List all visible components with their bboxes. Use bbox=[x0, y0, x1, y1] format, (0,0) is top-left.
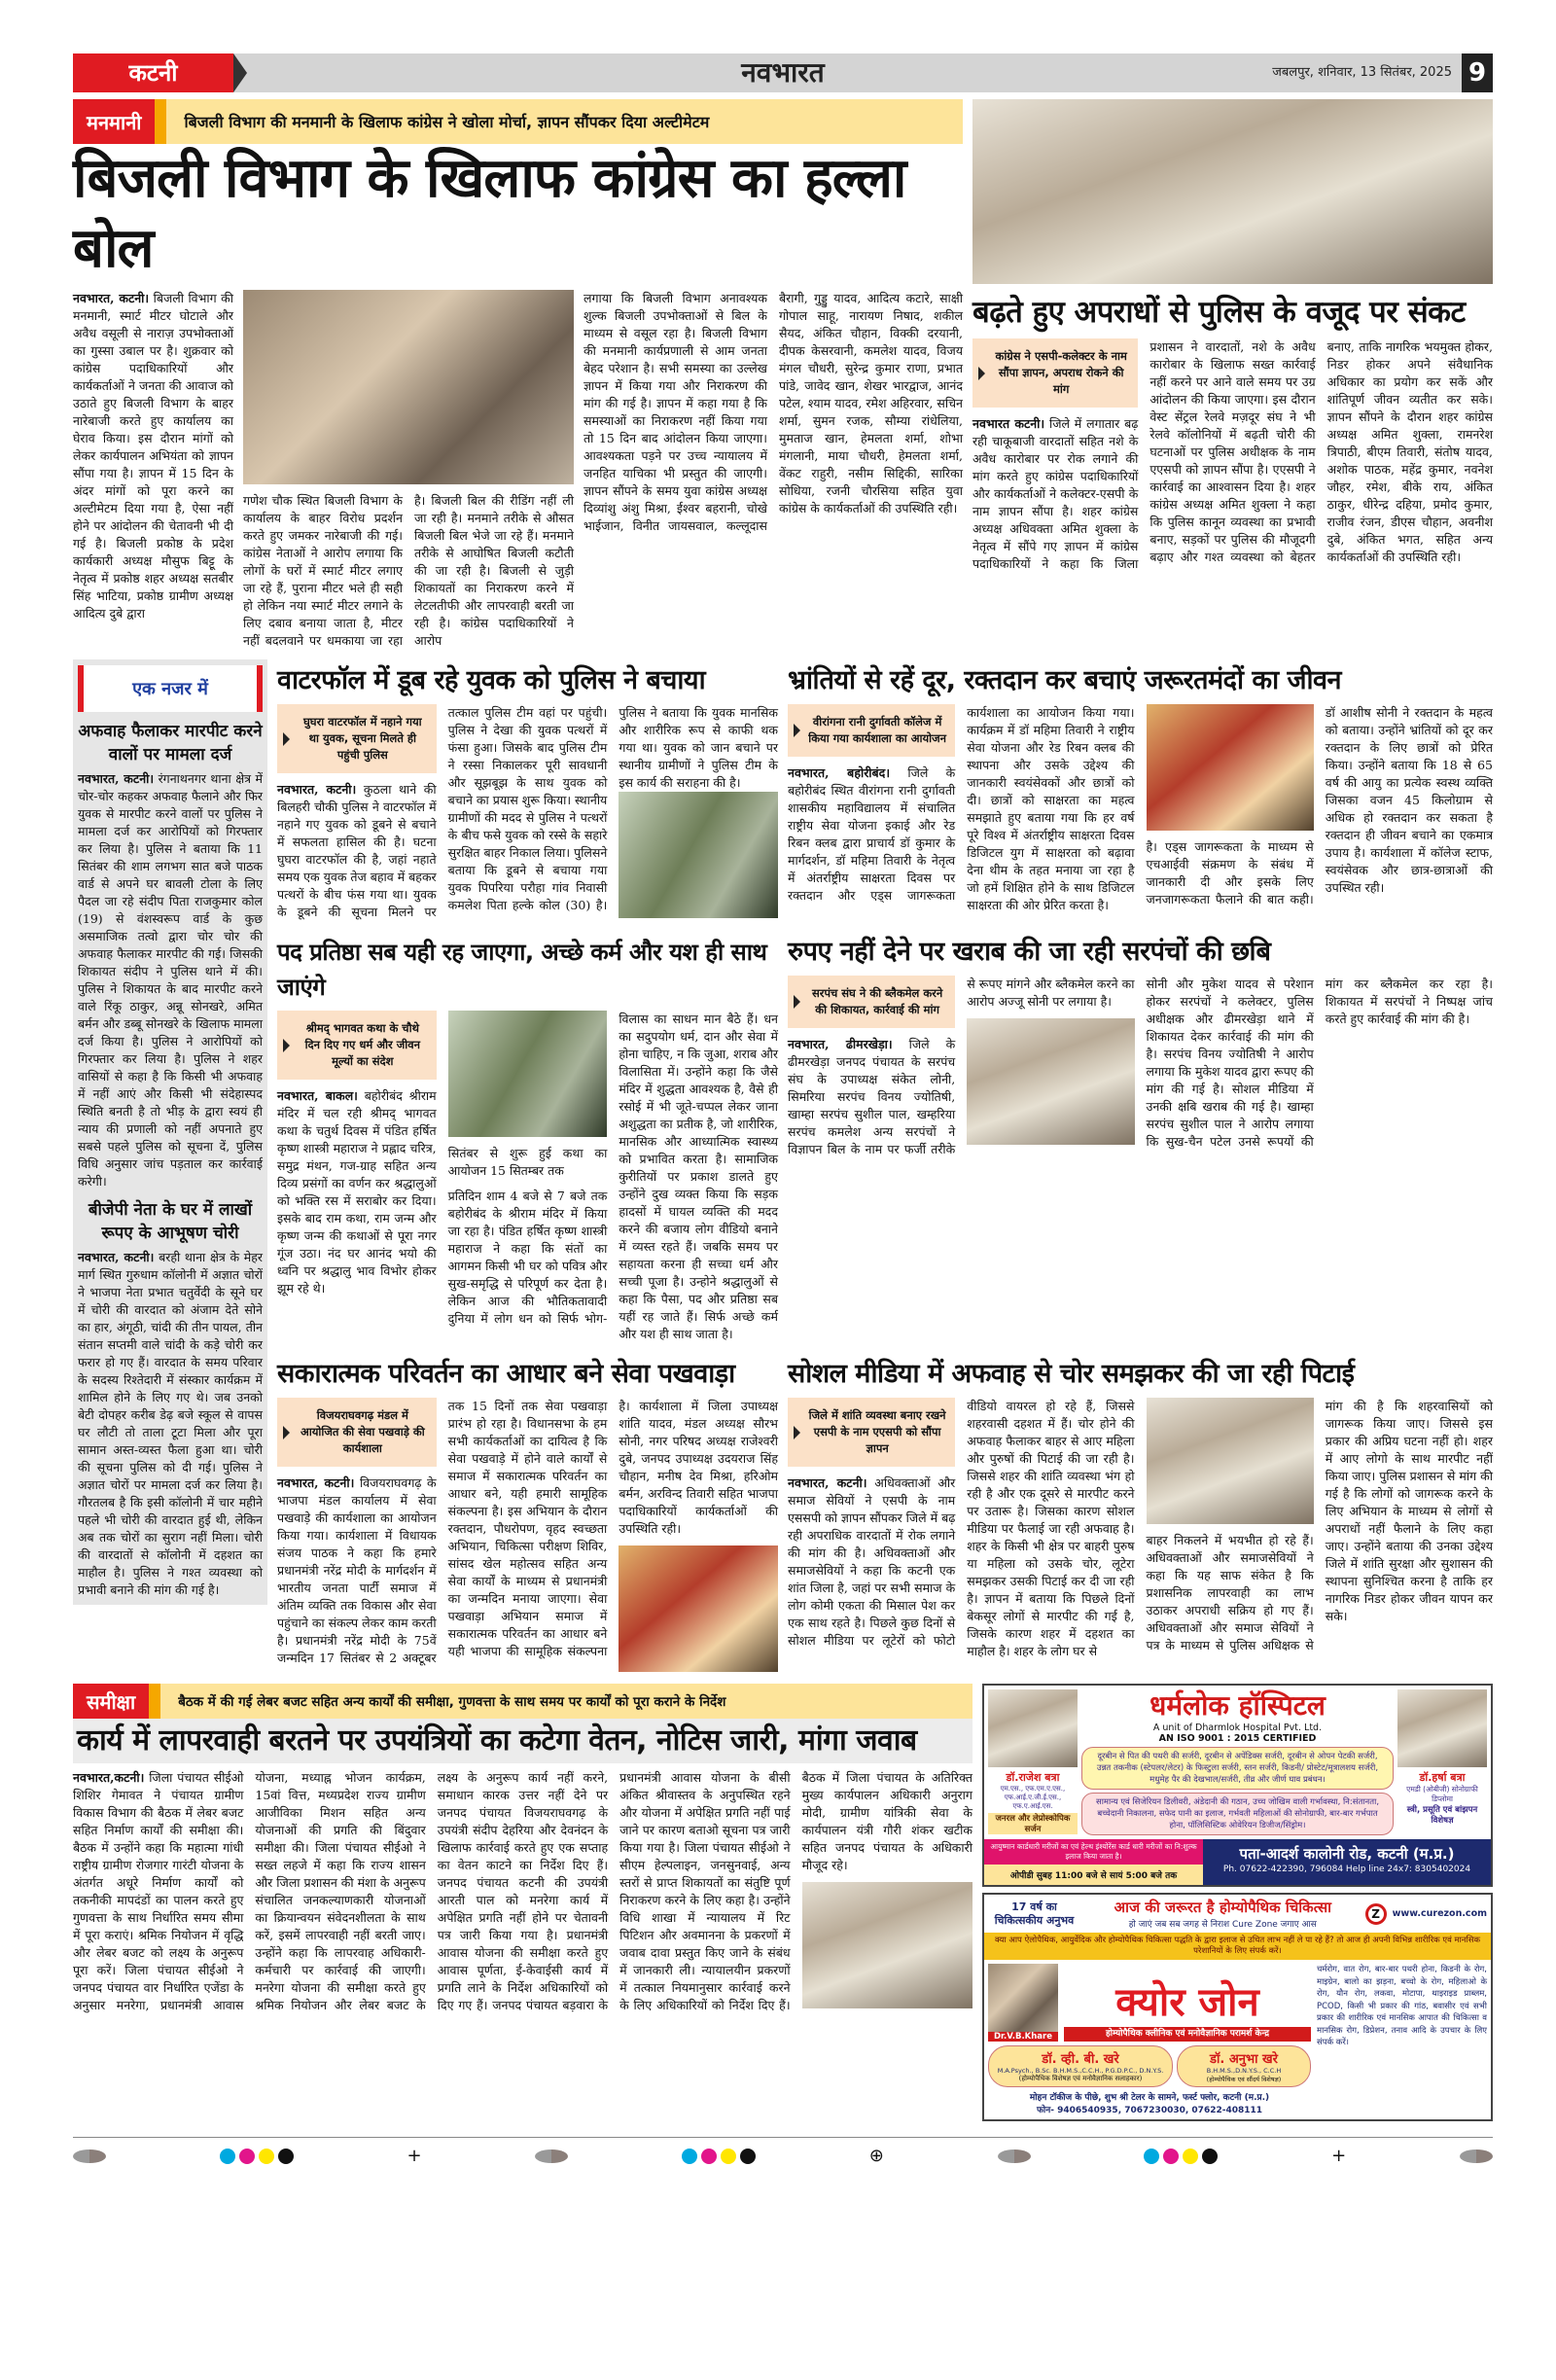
hospital-address: पता-आदर्श कालोनी रोड, कटनी (म.प्र.) bbox=[1239, 1845, 1455, 1863]
article-paragraph: जिले में लगातार बढ़ रही चाकूबाजी वारदातों सहित नशे के अवैध कारोबार पर रोक लगाने की मांग करते हुए कांग्रेस पदाधिकारियों और कार्यकर्ताओं ने कलेक्टर-एसपी के नाम ज्ञापन सौंपा है। शहर कांग्रेस अध्यक्ष अधिवक्ता अमित शुक्ला के नेतृत्व में सौंपे गए ज्ञापन में कांग्रेस पदाधिकारियों ने कहा कि जिला प्रशासन ने वारदातों, नशे के अवैध कारोबार के खिलाफ सख्त कार्रवाई नहीं करने पर आने वाले समय पर उग्र आंदोलन की किया जाएगा। इस दौरान वेस्ट सेंट्रल रेलवे मज़दूर संघ ने भी रेलवे कॉलोनियों में बढ़ती चोरी की घटनाओं पर पुलिस अधीक्षक के नाम एएसपी को ज्ञापन सौंपा है। एएसपी ने कार्रवाई का आश्वासन दिया है। शहर कांग्रेस अध्यक्ष अमित शुक्ला ने कहा कि पुलिस कानून व्यवस्था का प्रभावी बनाए, सड़कों पर पुलिस की मौजूदगी बढ़ाए और गश्त व्यवस्था को बेहतर बनाए, ताकि नागरिक भयमुक्त होकर, निडर होकर अपने संवैधानिक अधिकार का प्रयोग कर सकें और शांतिपूर्ण जीवन व्यतीत कर सके। ज्ञापन सौंपने के दौरान शहर कांग्रेस अध्यक्ष अमित शुक्ला, रामनरेश त्रिपाठी, बीएम तिवारी, संतोष यादव, अशोक पाठक, महेंद्र कुमार, नवनेश जौहर, रमेश, बीके राय, अंकित ठाकुर, धीरेन्द्र दहिया, प्रमोद कुमार, राजीव रंजन, डीएस चौहान, अवनीश दुबे, अंकित भगत, सहित अन्य कार्यकर्ताओं की उपस्थिति रही। bbox=[972, 339, 1493, 571]
tagline-block bbox=[1086, 1898, 1360, 1930]
ad-top bbox=[984, 1895, 1491, 1933]
story-row bbox=[277, 659, 1493, 921]
headline: पद प्रतिष्ठा सब यही रह जाएगा, अच्छे कर्म और यश ही साथ जाएंगे bbox=[277, 939, 767, 1001]
sidebar-briefs bbox=[73, 659, 267, 1605]
dateline: नवभारत, बहोरीबंद। bbox=[788, 765, 891, 780]
lead-headline: बिजली विभाग के खिलाफ कांग्रेस का हल्ला बोल bbox=[73, 147, 906, 280]
news-photo bbox=[1147, 1398, 1314, 1524]
kicker-text: बिजली विभाग की मनमानी के खिलाफ कांग्रेस ने खोला मोर्चा, ज्ञापन सौंपकर दिया अल्टीमेटम bbox=[184, 113, 710, 131]
newspaper-page bbox=[73, 53, 1493, 2166]
clinic-title bbox=[1064, 1978, 1311, 2042]
article-paragraph: अधिवक्ताओं और समाज सेवियों ने एसपी के नाम एससपी को ज्ञापन सौंपकर जिले में बढ़ रही अपराधिक वारदातों में रोक लगाने की मांग की है। अधिवक्ताओं और समाजसेवियों ने कहा कि कटनी एक शांत जिला है, जहां पर सभी समाज के लोग कोमी एकता की मिसाल पेश कर एक साथ रहते है। पिछले कुछ दिनों से सोशल मीडिया पर लूटेरों को फोटो वीडियो वायरल हो रहे हैं, जिससे शहरवासी दहशत में हैं। चोर होने की अफवाह फैलाकर बाहर से आए महिला और पुरुषों की पिटाई की जा रही है। जिससे शहर की शांति व्यवस्था भंग हो रही है और एक दूसरे से मारपीट करने पर उतारू है। जिसका कारण सोशल मीडिया पर फैलाई जा रही अफवाह है। शहर के किसी भी क्षेत्र पर बाहरी पुरुष या महिला को उसके चोर, लूटेरा समझकर उसकी पिटाई कर दी जा रही है। ज्ञापन में बताया कि पिछले दिनों बेकसूर लोगों से मारपीट की गई है, जिसके कारण शहर में दहशत का माहौल है। शहर के लोग घर से bbox=[788, 1399, 1135, 1658]
hospital-advertisement bbox=[982, 1684, 1493, 1887]
registration-marks bbox=[73, 2137, 1493, 2166]
dateline: नवभारत, कटनी। bbox=[277, 782, 357, 797]
registration-oval bbox=[535, 2149, 568, 2163]
news-photo bbox=[619, 792, 778, 918]
doctor-degrees: B.H.M.S.,D.N.Y.S., C.C.H bbox=[1206, 2067, 1282, 2075]
doctor-degrees: एम.एस., एफ.एम.ए.एस., एफ.आई.ए.जी.ई.एस., एफ.ए.आई.एस. bbox=[1000, 1785, 1066, 1810]
story-row bbox=[277, 1353, 1493, 1672]
kicker-bar bbox=[73, 1684, 972, 1719]
ayushman-note: आयुष्मान कार्डधारी मरीजों का एवं हेल्थ इंश्योरेंस कार्ड धारी मरीजों का नि:शुल्क इलाज किया जाता है। bbox=[984, 1839, 1203, 1865]
kicker-box: सरपंच संघ ने की ब्लैकमेल करने की शिकायत, कार्रवाई की मांग bbox=[788, 976, 955, 1028]
curezone-logo-icon: Z bbox=[1365, 1903, 1387, 1925]
doctor-degrees: एमडी (ओबीजी) सोनोग्राफी डिप्लोमा bbox=[1406, 1785, 1478, 1803]
article-body: लगाया कि बिजली विभाग अनावश्यक शुल्क बिजली उपभोक्ताओं से बिल के माध्यम से वसूल रहा है। बिजली विभाग की मनमानी कार्यप्रणाली से आम जनता बेहद परेशान है। सभी समस्या का उल्लेख ज्ञापन में किया गया और निराकरण की मांग की गई है। ज्ञापन में कहा गया है कि समस्याओं का निराकरण नहीं किया गया तो 15 दिन बाद आंदोलन किया जाएगा। आवश्यकता पड़ने पर उच्च न्यायालय में जनहित याचिका भी प्रस्तुत की जाएगी। ज्ञापन सौंपने के समय युवा कांग्रेस अध्यक्ष दिव्यांशु अंशु मिश्रा, ईश्वर बहरानी, चोखे भाईजान, विनीत जायसवाल, कल्लूदास बैरागी, गुड्डु यादव, आदित्य कटारे, साक्षी गोपाल साहू, नारायण निषाद, शकील सैयद, अंकित चौहान, विक्की दरयानी, दीपक केसरवानी, कमलेश यादव, विजय मंगल चौधरी, सुरेन्द्र कुमार राणा, प्रभात पांडे, जावेद खान, शेखर भारद्वाज, आनंद पटेल, श्याम यादव, रमेश अहिरवार, सचिन शर्मा, सुमन रजक, सौम्या रांधेलिया, मुमताज खान, हेमलता शर्मा, शोभा मंगलानी, माया चौधरी, हेमलता शर्मा, वेंकट राहुरी, नसीम सिद्दिकी, सारिका सोधिया, रजनी चौरसिया सहित युवा कांग्रेस के कार्यकर्ताओं की उपस्थिति रही। bbox=[584, 291, 963, 533]
article-body bbox=[788, 1398, 1493, 1660]
clinic-header bbox=[988, 1964, 1311, 2042]
kicker-box: वीरांगना रानी दुर्गावती कॉलेज में किया गया कार्यशाला का आयोजन bbox=[788, 704, 955, 757]
cmyk-dots bbox=[682, 2149, 756, 2164]
article-text: बिजली विभाग की मनमानी, स्मार्ट मीटर घोटाले और अवैध वसूली से नाराज़ उपभोक्ताओं का गुस्सा उबाल पर है। शुक्रवार को कांग्रेस पदाधिकारियों और कार्यकर्ताओं ने जनता की आवाज को उठाते हुए बिजली विभाग के बाहर नारेबाजी करते हुए कार्यालय का घेराव किया। इस दौरान मांगों को लेकर कार्यपालन अभियंता को ज्ञापन सौंपा गया है। ज्ञापन में 15 दिन के अंदर मांगों को पूरा करने का अल्टीमेटम दिया गया है, ऐसा नहीं होने पर आंदोलन की चेतावनी भी दी गई है। बिजली प्रकोष्ठ के प्रदेश कार्यकारी अध्यक्ष मौसुफ बिट्टू के नेतृत्व में प्रकोष्ठ शहर अध्यक्ष सतबीर सिंह भाटिया, प्रकोष्ठ ग्रामीण अध्यक्ष आदित्य दुबे द्वारा bbox=[73, 291, 233, 621]
photo-caption: सितंबर से शुरू हुई कथा का आयोजन 15 सितम्बर तक bbox=[447, 1146, 608, 1178]
article-body bbox=[277, 1011, 778, 1343]
doctor-card bbox=[988, 2045, 1173, 2087]
brief-text: रंगनाथनगर थाना क्षेत्र में चोर-चोर कहकर अफवाह फैलाने और फिर युवक से मारपीट करने वालों पर पुलिस ने मामला दर्ज कर आरोपियों को गिरफ्तार कर लिया है। पुलिस ने बताया कि 11 सितंबर की शाम लगभग सात बजे पाठक वार्ड से अपने घर बावली टोला के लिए पैदल जा रहे संदीप पिता राजकुमार कोल (19) से वंशस्वरूप वार्ड के कुछ असमाजिक तत्वो द्वारा चोर चोर की अफवाह फैलाकर मारपीट की गई। जिसकी शिकायत संदीप ने पुलिस थाने में की। पुलिस ने शिकायत के बाद मारपीट करने वाले रिंकू ठाकुर, अन्नू सोनखरे, अमित बर्मन और डब्बू सोनखरे के खिलाफ मामला दर्ज किया है। पुलिस ने आरोपियों को गिरफ्तार कर लिया है। पुलिस ने शहर वासियों से कहा है कि किसी भी अफवाह में नहीं आएं और किसी भी संदेहास्पद स्थिति बनती है तो भीड़ के द्वारा स्वयं ही न्याय की प्रणाली को नहीं अपनाते हुए सबसे पहले पुलिस को सूचना दें, पुलिस विधि अनुसार जांच पड़ताल कर कार्रवाई करेगी। bbox=[78, 771, 263, 1189]
dateline: जबलपुर, शनिवार, 13 सितंबर, 2025 bbox=[1272, 65, 1452, 80]
dateline: नवभारत कटनी। bbox=[972, 416, 1045, 431]
dateline: नवभारत, कटनी। bbox=[78, 1250, 155, 1264]
cure-zone-advertisement bbox=[982, 1893, 1493, 2121]
iso-badge: AN ISO 9001 : 2015 CERTIFIED bbox=[1158, 1733, 1317, 1744]
clinic-phone: फोन- 9406540935, 7067230030, 07622-408111 bbox=[1036, 2106, 1263, 2115]
article-paragraph: कुठला थाने की बिलहरी चौकी पुलिस ने वाटरफॉल में नहाने गए युवक को डूबने से बचाने में सफलता हासिल की है। घटना घुघरा वाटरफॉल की है, जहां नहाते समय एक युवक तेज बहाव में बहकर पत्थरों के बीच फंस गया था। युवक के डूबने की सूचना मिलने पर तत्काल पुलिस टीम वहां पर पहुंची। पुलिस ने देखा की युवक पत्थरों में फंसा हुआ। जिसके बाद पुलिस टीम ने रस्सा निकालकर पूरी सावधानी और सूझबूझ के साथ युवक को बचाने का प्रयास शुरू किया। स्थानीय ग्रामीणों की मदद से पुलिस ने पत्थरों के बीच फसे युवक को रस्से के सहारे सुरक्षित बाहर निकाल लिया। पुलिसने बताया कि डूबने से बचाया गया युवक पिपरिया परौहा गांव निवासी कमलेश पिता हल्के कोल (30) है। पुलिस ने बताया कि युवक मानसिक और शारीरिक रूप से काफी थक गया था। युवक को जान बचाने पर स्थानीय ग्रामीणों ने पुलिस टीम के इस कार्य की सराहना की है। bbox=[277, 705, 778, 919]
headline: भ्रांतियों से रहें दूर, रक्तदान कर बचाएं जरूरतमंदों का जीवन bbox=[788, 665, 1342, 695]
tagline: आज की जरूरत है होम्योपैथिक चिकित्सा bbox=[1114, 1899, 1332, 1916]
middle-section bbox=[73, 659, 1493, 1672]
story-sarpanch bbox=[788, 931, 1493, 1158]
doctor-photo bbox=[988, 1689, 1078, 1767]
advertisements bbox=[982, 1684, 1493, 2127]
news-photo bbox=[448, 1011, 608, 1137]
article-paragraph: जिले के बहोरीबंद स्थित वीरांगना रानी दुर्गावती शासकीय महाविद्यालय में संचालित राष्ट्रीय सेवा योजना इकाई और रेड रिबन क्लब द्वारा प्राचार्य डॉ कुमार के मार्गदर्शन, डॉ महिमा तिवारी के नेतृत्व में अंतर्राष्ट्रीय साक्षरता दिवस पर रक्तदान और एड्स जागरूकता कार्यशाला का आयोजन किया गया। कार्यक्रम में डॉ महिमा तिवारी ने राष्ट्रीय सेवा योजना और रेड रिबन क्लब की स्थापना और उसके उद्देश्य की जानकारी स्वयंसेवकों और छात्रों को दी। छात्रों को साक्षरता का महत्व समझाते हुए बताया गया कि हर वर्ष पूरे विश्व में अंतर्राष्ट्रीय साक्षरता दिवस डिजिटल युग में साक्षरता को बढ़ावा देना थीम के तहत मनाया जा रहा है जो हमें शिक्षित होने के साथ डिजिटल साक्षरता की ओर प्रेरित करता है। bbox=[788, 705, 1135, 912]
doctor-name: डॉ.राजेश बत्रा bbox=[1006, 1771, 1060, 1784]
crosshair-icon: + bbox=[1331, 2146, 1347, 2166]
dateline: नवभारत, बाकल। bbox=[277, 1088, 358, 1103]
experience: 17 वर्ष का चिकित्सकीय अनुभव bbox=[994, 1900, 1075, 1927]
section-label: कटनी bbox=[73, 53, 233, 92]
hospital-info bbox=[1081, 1689, 1394, 1835]
clinic-address: मोहन टॉकीज के पीछे, शुभ श्री टेलर के सामने, फर्स्ट फ्लोर, कटनी (म.प्र.) bbox=[1029, 2093, 1270, 2103]
story-bhagwat bbox=[277, 931, 778, 1343]
article-body bbox=[277, 704, 778, 921]
ad-footer-left bbox=[984, 1839, 1203, 1885]
news-photo bbox=[243, 290, 574, 484]
dateline: नवभारत, कटनी। bbox=[788, 1475, 867, 1490]
kicker-text: बैठक में की गई लेबर बजट सहित अन्य कार्यों की समीक्षा, गुणवत्ता के साथ समय पर कार्यों को पूरा कराने के निर्देश bbox=[178, 1694, 726, 1710]
ad-footer bbox=[984, 1839, 1491, 1885]
story-blood-donation bbox=[788, 659, 1493, 914]
masthead: नवभारत bbox=[741, 56, 825, 89]
article-paragraph: जिला पंचायत सीईओ शिशिर गेमावत ने पंचायत ग्रामीण विकास विभाग की बैठक में लेबर बजट सहित निर्माण कार्यों की समीक्षा की। बैठक में उन्होंने कहा कि महात्मा गांधी राष्ट्रीय ग्रामीण रोजगार गारंटी योजना के अंतर्गत अधूरे निर्माण कार्यों को तकनीकी मापदंडों का पालन करते हुए गुणवत्ता के साथ निर्धारित समय सीमा में पूरा कराएं। श्रमिक नियोजन में वृद्धि और लेबर बजट को लक्ष्य के अनुरूप पूरा करें। जिला पंचायत सीईओ ने जनपद पंचायत वार निर्धारित एजेंडा के अनुसार मनरेगा, प्रधानमंत्री आवास योजना, मध्याह्न भोजन कार्यक्रम, 15वां वित्त, मध्यप्रदेश राज्य ग्रामीण आजीविका मिशन सहित अन्य योजनाओं की प्रगति की बिंदुवार समीक्षा की। जिला पंचायत सीईओ ने सख्त लहजे में कहा कि राज्य शासन और जिला प्रशासन की मंशा के अनुरूप संचालित जनकल्याणकारी योजनाओं का क्रियान्वयन संवेदनशीलता के साथ करें, इसमें लापरवाही नहीं बरती जाए। उन्होंने कहा कि लापरवाह अधिकारी-कर्मचारी पर कार्रवाई की जाएगी। मनरेगा योजना की समीक्षा करते हुए श्रमिक नियोजन और लेबर बजट के लक्ष्य के अनुरूप कार्य नहीं करने, समाधान कारक उत्तर नहीं देने पर जनपद पंचायत विजयराघवगढ़ के उपयंत्री संदीप देहरिया और देवनंदन के खिलाफ कार्रवाई करते हुए एक सप्ताह का वेतन काटने का निर्देश दिए हैं। जनपद पंचायत कटनी की उपयंत्री आरती पाल को मनरेगा कार्य में अपेक्षित प्रगति नहीं होने पर चेतावनी पत्र जारी किया गया है। प्रधानमंत्री आवास योजना की समीक्षा करते हुए आवास पूर्णता, ई-केवाईसी कार्य में प्रगति लाने के निर्देश अधिकारियों को दिए गए हैं। जनपद पंचायत बड़वारा के प्रधानमंत्री आवास योजना के बीसी अंकित श्रीवास्तव के अनुपस्थित रहने और योजना में अपेक्षित प्रगति नहीं पाई जाने पर कारण बताओ सूचना पत्र जारी किया गया है। जिला पंचायत सीईओ ने सीएम हेल्पलाइन, जनसुनवाई, अन्य स्तरों से प्राप्त शिकायतों का संतुष्टि पूर्ण निराकरण करने के लिए कहा है। उन्होंने विधि शाखा में न्यायालय में रिट पिटिशन और अवमानना के प्रकरणों में जवाब दावा प्रस्तुत किए जाने के संबंध में जानकारी ली। न्यायालयीन प्रकरणों में तत्काल नियमानुसार कार्रवाई करने के लिए अधिकारियों को निर्देश दिए हैं। बैठक में जिला पंचायत के अतिरिक्त मुख्य कार्यपालन अधिकारी अनुराग मोदी, ग्रामीण यांत्रिकी सेवा के कार्यपालन यंत्री गौरी शंकर खटीक सहित जनपद पंचायत के अधिकारी मौजूद रहे। bbox=[73, 1770, 972, 2012]
doctor-role: (होम्योपैथिक विशेषज्ञ एवं मनोवैज्ञानिक सलाहकार) bbox=[1018, 2075, 1143, 2082]
services-gynecology: सामान्य एवं सिजेरियन डिलीवरी, अंडेदानी की गठान, उच्च जोखिम वाली गर्भावस्था, नि:संतानता, बच्चेदानी निकालना, सफेद पानी का इलाज, गर्भवती महिलाओं की सोनोग्राफी, बार-बार गर्भपात होना, पॉलिसिस्टिक ओवेरियन डिजीज/सिंड्रोम। bbox=[1081, 1793, 1394, 1835]
page-number: 9 bbox=[1462, 53, 1493, 92]
ad-body bbox=[984, 1960, 1491, 2119]
doctor-column bbox=[1397, 1689, 1487, 1835]
kicker-box: विजयराघवगढ़ मंडल में आयोजित की सेवा पखवाड़े की कार्यशाला bbox=[277, 1398, 437, 1467]
headline: बढ़ते हुए अपराधों से पुलिस के वजूद पर संकट bbox=[972, 295, 1466, 330]
article-body bbox=[73, 290, 233, 622]
brief-body bbox=[78, 1249, 263, 1599]
dateline: नवभारत, कटनी। bbox=[78, 771, 155, 786]
kicker-box: घुघरा वाटरफॉल में नहाने गया था युवक, सूचना मिलते ही पहुंची पुलिस bbox=[277, 704, 437, 773]
article-text: सोनी और मुकेश यादव से परेशान होकर सरपंचों ने कलेक्टर, पुलिस अधीक्षक और ढीमरखेड़ा थाने में शिकायत देकर कार्रवाई की मांग की है। सरपंच विनय ज्योतिषी ने आरोप लगाया कि मुकेश यादव द्वारा रूपए की मांग की गई है। सोशल मीडिया में उनकी क्षबि खराब की गई है। खाम्हा सरपंच सुशील पाल ने आरोप लगाया कि सुख-चैन पटेल उनसे रूपयों की मांग कर ब्लैकमेल कर रहा है। शिकायत में सरपंचों ने निष्पक्ष जांच करते हुए कार्रवाई की मांग की है। bbox=[1146, 977, 1493, 1149]
kicker-box: कांग्रेस ने एसपी-कलेक्टर के नाम सौंपा ज्ञापन, अपराध रोकने की मांग bbox=[972, 338, 1138, 408]
page-header bbox=[73, 53, 1493, 92]
sidebar-title: एक नजर में bbox=[78, 665, 263, 712]
registration-oval bbox=[1460, 2149, 1493, 2163]
hospital-unit: A unit of Dharmlok Hospital Pvt. Ltd. bbox=[1152, 1723, 1323, 1733]
photo-column bbox=[243, 290, 574, 650]
opd-timing: ओपीडी सुबह 11:00 बजे से सायं 5:00 बजे तक bbox=[984, 1865, 1203, 1885]
doctor-role: जनरल और लेप्रोस्कोपिक सर्जन bbox=[988, 1813, 1078, 1834]
doctor-name: डॉ. व्ही. बी. खरे bbox=[1042, 2052, 1119, 2067]
news-photo bbox=[1147, 704, 1314, 831]
kicker-box: श्रीमद् भागवत कथा के चौथे दिन दिए गए धर्म और जीवन मूल्यों का संदेश bbox=[277, 1011, 437, 1080]
brief-body bbox=[78, 770, 263, 1190]
brief-headline: बीजेपी नेता के घर में लाखों रूपए के आभूषण चोरी bbox=[88, 1200, 253, 1243]
doctor-degrees: M.A.Psych., B.Sc. B.H.M.S.,C.C.H., P.G.D.P.C., D.N.Y.S. bbox=[997, 2067, 1164, 2075]
article-paragraph: विजयराघवगढ़ के भाजपा मंडल कार्यालय में सेवा पखवाड़े की कार्यशाला का आयोजन किया गया। कार्यशाला में विधायक संजय पाठक ने कहा कि हमारे प्रधानमंत्री नरेंद्र मोदी के मार्गदर्शन में भारतीय जनता पार्टी समाज में अंतिम व्यक्ति तक विकास और सेवा पहुंचाने का संकल्प लेकर काम करती है। प्रधानमंत्री नरेंद्र मोदी के 75वें जन्मदिन 17 सितंबर से 2 अक्टूबर तक 15 दिनों तक सेवा पखवाड़ा प्रारंभ हो रहा है। विधानसभा के हम सभी कार्यकर्ताओं का दायित्व है कि सेवा पखवाड़े में होने वाले कार्यों से समाज में सकारात्मक परिवर्तन का आधार बने, यही हमारी सामूहिक संकल्पना है। इस अभियान के दौरान रक्तदान, पौधरोपण, वृहद स्वच्छता अभियान, चिकित्सा परीक्षण शिविर, सांसद खेल महोत्सव सहित अन्य सेवा कार्यों के माध्यम से प्रधानमंत्री का जन्मदिन मनाया जाएगा। सेवा पखवाड़ा अभियान समाज में सकारात्मक परिवर्तन का आधार बने यही भाजपा की सामूहिक संकल्पना है। कार्यशाला में जिला उपाध्यक्ष शांति यादव, मंडल अध्यक्ष सौरभ सोनी, नगर परिषद अध्यक्ष राजेश्वरी दुबे, जनपद उपाध्यक्ष उदयराज सिंह चौहान, मनीष देव मिश्रा, हरिओम बर्मन, अरविन्द तिवारी सहित भाजपा पदाधिकारियों कार्यकर्ताओं की उपस्थिति रही। bbox=[277, 1399, 778, 1665]
crosshair-icon: ⊕ bbox=[868, 2146, 884, 2166]
services-surgery: दूरबीन से पित की पथरी की सर्जरी, दूरबीन से अपेंडिक्स सर्जरी, दूरबीन से ओपन पेटकी सर्जरी, उन्नत तकनीक (स्टेपलर/लेटर) के फिस्टुला सर्जरी, स्तन सर्जरी, किडनी/ प्रोस्टेट/मूत्रालशय सर्जरी, मधुमेह पैर की देखभाल/सर्जरी, तीव्र और जीर्ण घाव प्रबंधन। bbox=[1081, 1747, 1394, 1790]
top-row bbox=[73, 99, 1493, 650]
hospital-name: धर्मलोक हॉस्पिटल bbox=[1149, 1689, 1326, 1722]
article-body bbox=[972, 338, 1493, 573]
news-photo bbox=[802, 1882, 972, 2008]
cmyk-dots bbox=[1144, 2149, 1218, 2164]
doctor-photo-name: Dr.V.B.Khare bbox=[988, 2032, 1058, 2042]
article-body bbox=[788, 976, 1493, 1158]
dateline: नवभारत, ढीमरखेड़ा। bbox=[788, 1037, 893, 1051]
kicker-bar bbox=[73, 99, 963, 144]
story-row bbox=[277, 931, 1493, 1343]
doctor-name: डॉ.हर्षा बत्रा bbox=[1419, 1771, 1466, 1784]
lead-story-columns bbox=[73, 290, 963, 650]
headline: सोशल मीडिया में अफवाह से चोर समझकर की जा रही पिटाई bbox=[788, 1359, 1355, 1389]
crosshair-icon: + bbox=[407, 2146, 422, 2166]
article-text: बाहर निकलने में भयभीत हो रहे हैं। अधिवक्ताओं और समाजसेवियों ने कहा कि यह साफ संकेत है कि प्रशासनिक लापरवाही का लाभ उठाकर अपराधी सक्रिय हो गए हैं। अधिवक्ताओं और समाज सेवियों ने पत्र के माध्यम से पुलिस अधिक्षक से मांग की है कि शहरवासियों को जागरूक किया जाए। जिससे इस प्रकार की अप्रिय घटना नहीं हो। शहर में आए लोगो के साथ मारपीट नहीं किया जाए। पुलिस प्रशासन से मांग की गई है कि लोगों को जागरूक करने के लिए अभियान के माध्यम से लोगों से अपराधों नहीं फैलाने के लिए कहा जाए। उन्होंने बताया की उनका उद्देश्य जिले में शांति सुरक्षा और सुशासन की स्थापना सुनिश्चित करना है ताकि हर नागरिक निडर होकर जीवन यापन कर सके। bbox=[1146, 1399, 1493, 1652]
clinic-name: क्योर जोन bbox=[1115, 1980, 1259, 2025]
clinic-block bbox=[988, 1964, 1311, 2115]
disease-list: चर्मरोग, वात रोग, बार-बार पथरी होना, किडनी के रोग, माइग्रेन, बालो का झड़ना, बच्चो के रोग, महिलाओ के रोग, यौन रोग, लकवा, मोटापा, थाइराइड प्राब्लम, PCOD, किसी भी प्रकार की गांठ, बवासीर एवं सभी प्रकार की शारीरिक एवं मानसिक आपात की चिकित्सा व मानसिक रोग, डिप्रेशन, तनाव आदि के उपचार के लिए संपर्क करें। bbox=[1317, 1965, 1487, 2047]
article-text: है। एड्स जागरूकता के माध्यम से एचआईवी संक्रमण के संबंध में जानकारी दी और इसके लिए जनजागरूकता फैलाने की बात कही। डॉ आशीष सोनी ने रक्तदान के महत्व को बताया। उन्होंने भ्रांतियों को दूर कर रक्तदान के लिए छात्रों को प्रेरित किया। उन्होंने बताया कि 18 से 65 वर्ष की आयु का प्रत्येक स्वस्थ व्यक्ति जिसका वजन 45 किलोग्राम से अधिक हो रक्तदान कर सकता है रक्तदान ही जीवन बचाने का एकमात्र उपाय है। कार्यशाला में कॉलेज स्टाफ, स्वयंसेवक और छात्र-छात्राओं की उपस्थित रही। bbox=[1146, 705, 1493, 906]
brief-text: बरही थाना क्षेत्र के मेहर मार्ग स्थित गुरुधाम कॉलोनी में अज्ञात चोरों ने भाजपा नेता प्रभात चतुर्वेदी के सूने घर में चोरी की वारदात को अंजाम देते सोने का हार, अंगूठी, चांदी की तीन पायल, तीन संतान सप्तमी वाले चांदी के कड़े चोरी कर फरार हो गए हैं। वारदात के समय परिवार के सदस्य रिश्तेदारी में संस्कार कार्यक्रम में शामिल होने के लिए गए थे। जब उनको बेटी दोपहर करीब डेढ़ बजे स्कूल से वापस घर लौटी तो ताला टूटा मिला और पूरा सामान अस्त-व्यस्त फैला हुआ था। चोरी की सूचना पुलिस को दी गई। पुलिस ने अज्ञात चोरों पर मामला दर्ज कर लिया है। गौरतलब है कि इसी कॉलोनी में चार महीने पहले भी चोरी की वारदात हुई थी, लेकिन अब तक चोरों का सुराग नहीं मिला। चोरी की वारदातों से कॉलोनी में दहशत का माहौल है। पुलिस ने गश्त व्यवस्था को प्रभावी बनाने की मांग की गई है। bbox=[78, 1250, 263, 1597]
kicker-label: मनमानी bbox=[73, 99, 155, 144]
doctor-column bbox=[988, 1689, 1078, 1835]
registration-oval bbox=[998, 2149, 1031, 2163]
headline: रुपए नहीं देने पर खराब की जा रही सरपंचों की छबि bbox=[788, 937, 1271, 967]
headline: सकारात्मक परिवर्तन का आधार बने सेवा पखवाड़ा bbox=[277, 1359, 735, 1389]
doctor-photo bbox=[1397, 1689, 1487, 1767]
doctor-cards bbox=[988, 2045, 1311, 2087]
story-crime bbox=[972, 99, 1493, 573]
dateline: नवभारत, कटनी। bbox=[73, 291, 150, 305]
dateline: नवभारत, कटनी। bbox=[277, 1475, 355, 1490]
cmyk-dots bbox=[220, 2149, 294, 2164]
hospital-phone: Ph. 07622-422390, 796084 Help line 24x7: 8305402024 bbox=[1222, 1865, 1471, 1874]
brief-headline: अफवाह फैलाकर मारपीट करने वालों पर मामला दर्ज bbox=[78, 722, 263, 764]
dateline: नवभारत,कटनी। bbox=[73, 1770, 145, 1785]
story-social-media bbox=[788, 1353, 1493, 1660]
ad-main bbox=[984, 1686, 1491, 1839]
address-strip bbox=[1203, 1839, 1491, 1885]
news-photo bbox=[619, 1545, 778, 1672]
kicker-box: जिले में शांति व्यवस्था बनाए रखने एसपी के नाम एएसपी को सौंपा ज्ञापन bbox=[788, 1398, 955, 1467]
headline: वाटरफॉल में डूब रहे युवक को पुलिस ने बचाया bbox=[277, 665, 706, 695]
question-banner: क्या आप ऐलोपैथिक, आयुर्वेदिक और होम्योपैथिक चिकित्सा पद्धति के द्वारा इलाज से उचित लाभ नहीं ले पा रहे हैं? तो आज ही अपनी विभिन्न शारीरिक एवं मानसिक परेशानियों के लिए संपर्क करें। bbox=[984, 1933, 1491, 1960]
doctor-name: डॉ. अनुभा खरे bbox=[1210, 2052, 1278, 2067]
doctor-role: स्त्री, प्रसूति एवं बांझपन विशेषज्ञ bbox=[1406, 1805, 1478, 1826]
lead-story bbox=[73, 99, 963, 650]
article-paragraph: बहोरीबंद श्रीराम मंदिर में चल रही श्रीमद् भागवत कथा के चतुर्थ दिवस में पंडित हर्षित कृष्ण शास्त्री महाराज ने प्रह्लाद चरित्र, समुद्र मंथन, गज-ग्राह सहित अन्य दिव्य प्रसंगों का वर्णन कर श्रद्धालुओं को भक्ति रस में सराबोर कर दिया। इसके बाद राम कथा, राम जन्म और कृष्ण जन्म की कथाओं से पूरा नगर गूंज उठा। नंद घर आनंद भयो की ध्वनि पर श्रद्धालु भाव विभोर होकर झूम रहे थे। bbox=[277, 1088, 437, 1296]
news-photo bbox=[972, 99, 1493, 284]
story-grid bbox=[277, 659, 1493, 1672]
doctor-role: (होम्योपैथिक एवं सौंदर्य विशेषज्ञ) bbox=[1206, 2076, 1282, 2083]
article-body bbox=[788, 704, 1493, 914]
clinic-subtitle: होम्योपैथिक क्लीनिक एवं मनोवैज्ञानिक परामर्श केन्द्र bbox=[1064, 2027, 1311, 2042]
article-body: गणेश चौक स्थित बिजली विभाग के कार्यालय के बाहर विरोध प्रदर्शन करते हुए जमकर नारेबाजी की गई। कांग्रेस नेताओं ने आरोप लगाया कि लोगों के घरों में स्मार्ट मीटर लगाए जा रहे हैं, पुराना मीटर भले ही सही हो लेकिन नया स्मार्ट मीटर लगाने के लिए दबाव बनाया जाता है, मीटर नहीं बदलवाने पर धमकाया जा रहा है। बिजली बिल की रीडिंग नहीं ली जा रही है। मनमाने तरीके से औसत बिजली बिल भेजे जा रहे हैं। मनमाने तरीके से आघोषित बिजली कटौती की जा रही है। बिजली से जुड़ी शिकायतों का निराकरण करने में लेटलतीफी और लापरवाही बरती जा रही है। कांग्रेस पदाधिकारियों ने आरोप bbox=[243, 493, 574, 648]
headline: कार्य में लापरवाही बरतने पर उपयंत्रियों का कटेगा वेतन, नोटिस जारी, मांगा जवाब bbox=[73, 1719, 972, 1763]
article-paragraph: जिले के ढीमरखेड़ा जनपद पंचायत के सरपंच संघ के उपाध्यक्ष संकेत लोनी, सिमरिया सरपंच विनय ज्योतिषी, खाम्हा सरपंच सुशील पाल, खम्हरिया सरपंच कमलेश अन्य सरपंचों ने विज्ञापन बिल के नाम पर फर्जी तरीके से रूपए मांगने और ब्लैकमेल करने का आरोप अज्जू सोनी पर लगाया है। bbox=[788, 977, 1135, 1156]
news-photo bbox=[967, 1018, 1134, 1145]
article-body bbox=[73, 1769, 972, 2014]
article-body bbox=[277, 1398, 778, 1672]
doctor-card bbox=[1177, 2045, 1311, 2087]
story-sewa-pakhwada bbox=[277, 1353, 778, 1672]
website: www.curezon.com bbox=[1392, 1908, 1487, 1919]
story-review bbox=[73, 1684, 972, 2014]
doctor-photo bbox=[988, 1964, 1058, 2032]
article-text: प्रतिदिन शाम 4 बजे से 7 बजे तक बहोरीबंद के श्रीराम मंदिर में किया जा रहा है। पंडित हर्षित कृष्ण शास्त्री महाराज ने कहा कि संतों का आगमन किसी भी घर को पवित्र और सुख-समृद्धि से परिपूर्ण कर देता है। लेकिन आज की भौतिकतावादी दुनिया में लोग धन को सिर्फ भोग-विलास का साधन मान बैठे हैं। धन का सदुपयोग धर्म, दान और सेवा में होना चाहिए, न कि जुआ, शराब और विलासिता में। उन्होंने कहा कि जैसे मंदिर में शुद्धता आवश्यक है, वैसे ही रसोई में भी जूते-चप्पल लेकर जाना अशुद्धता का प्रतीक है, जो शारीरिक, मानसिक और आध्यात्मिक स्वास्थ्य को प्रभावित करता है। सामाजिक कुरीतियों पर प्रकाश डालते हुए उन्होंने दुख व्यक्त किया कि सड़क हादसों में घायल व्यक्ति की मदद करने की बजाय लोग वीडियो बनाने में व्यस्त रहते हैं। जबकि समय पर सहायता करना ही सच्चा धर्म और सच्ची पूजा है। उन्होने श्रद्धालुओं से कहा कि पैसा, पद और प्रतिष्ठा सब यहीं रह जाते हैं। सिर्फ अच्छे कर्म और यश ही साथ जाता है। bbox=[447, 1012, 778, 1341]
sub-tagline: हो जाएं जब सब जगह से निराश Cure Zone जगाए आस bbox=[1128, 1920, 1317, 1930]
registration-oval bbox=[73, 2149, 106, 2163]
kicker-label: समीक्षा bbox=[73, 1684, 149, 1719]
bottom-row bbox=[73, 1684, 1493, 2127]
doctor-photo-block bbox=[988, 1964, 1058, 2042]
story-waterfall bbox=[277, 659, 778, 921]
article-text bbox=[277, 1087, 437, 1297]
